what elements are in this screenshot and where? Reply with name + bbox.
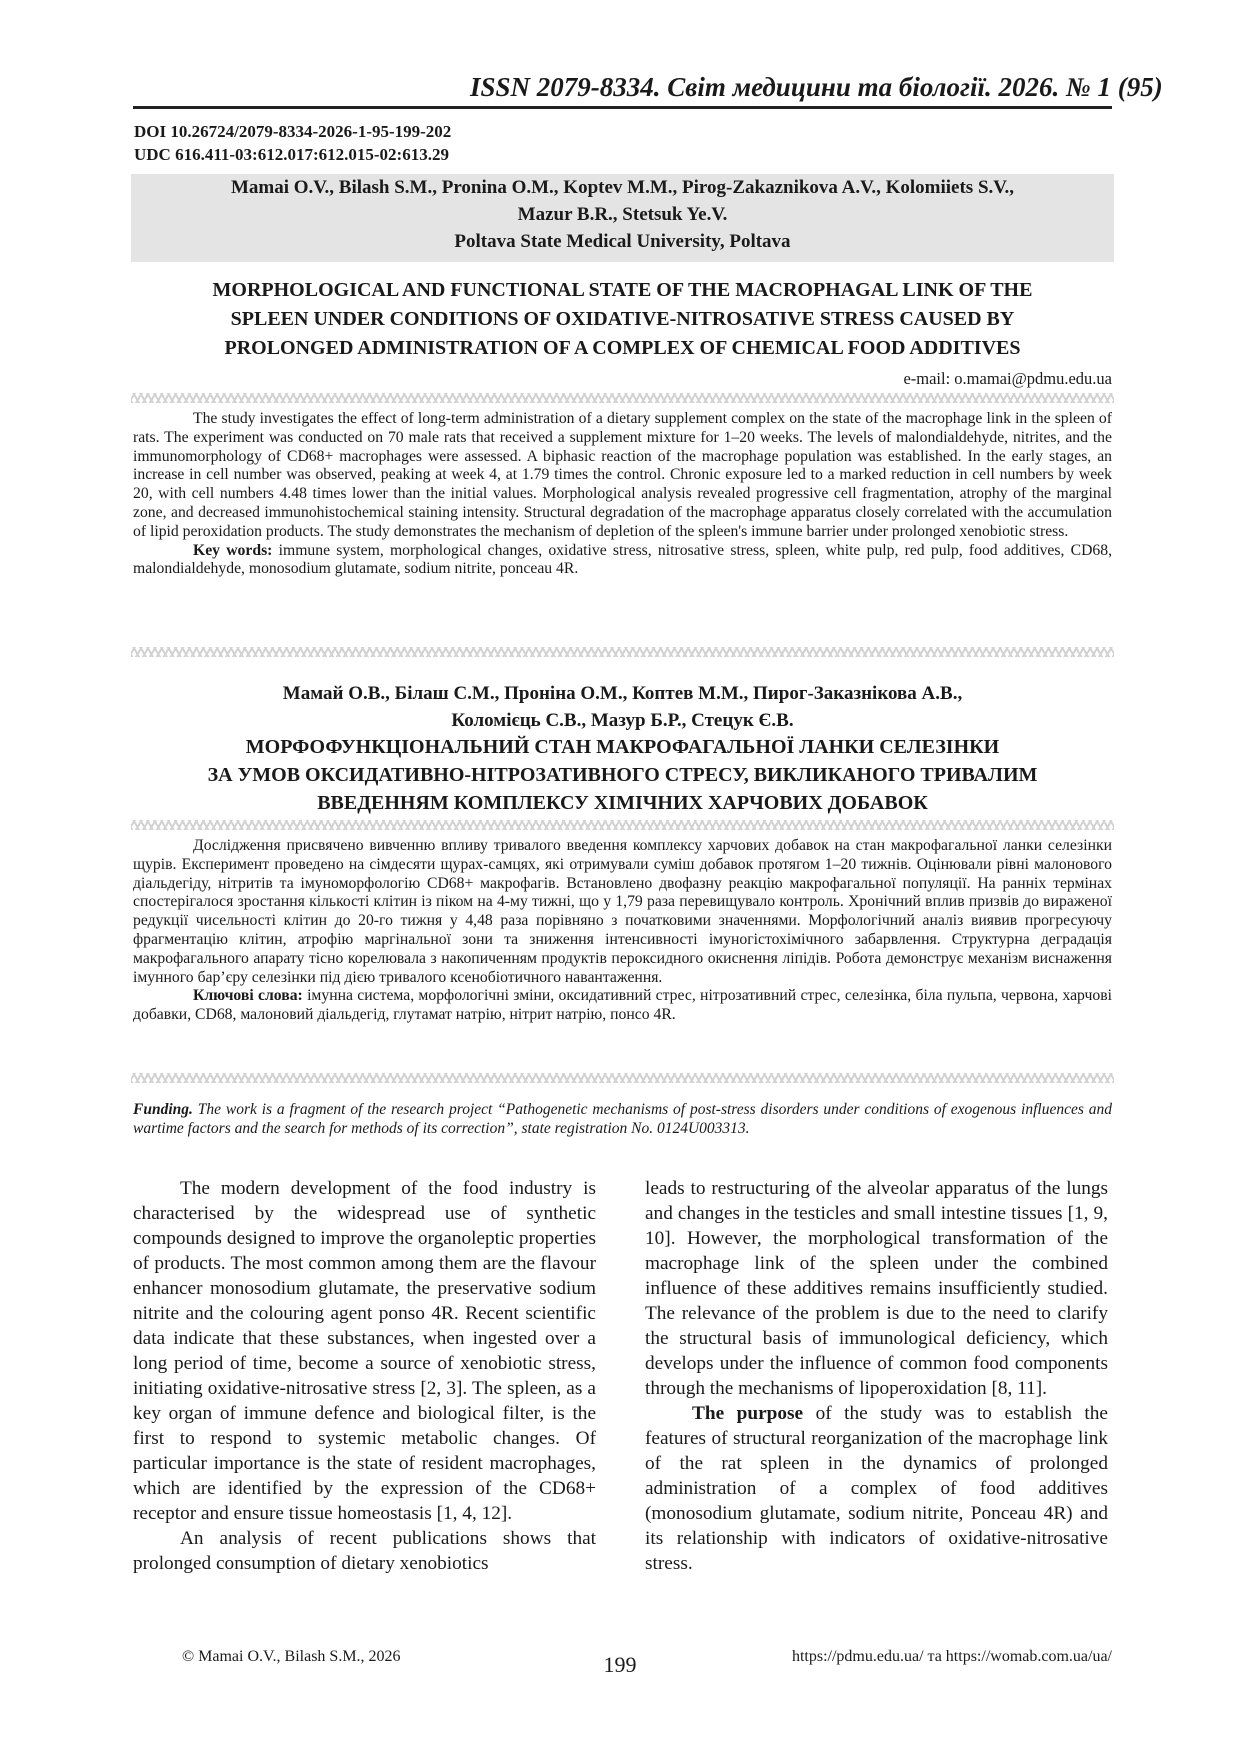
authors-en-box: [131, 174, 1114, 262]
body-column-right: [645, 1176, 1108, 1576]
title-en-line3: PROLONGED ADMINISTRATION OF A COMPLEX OF CHEMICAL FOOD ADDITIVES: [224, 337, 1021, 359]
abstract-uk-text: Дослідження присвячено вивченню впливу тривалого введення комплексу харчових добавок на стан макрофагальної ланки селезінки щурів. Експеримент проведено на сімдесяти щурах-самцях, які отримували суміш добавок протягом 1–20 тижнів. Оцінювали рівні малонового діальдегіду, нітритів та імуноморфологію CD68+ макрофагів. Встановлено двофазну реакцію макрофагальної популяції. На ранніх термінах спостерігалося зростання кількості клітин із піком на 4-му тижні, що у 1,79 раза перевищувало контроль. Хронічний вплив призвів до вираженої редукції чисельності клітин до 20-го тижня у 4,48 раза порівняно з початковими значеннями. Морфологічний аналіз виявив прогресуючу фрагментацію клітин, атрофію маргінальної зони та зниження інтенсивності імуногістохімічного забарвлення. Структурна деградація макрофагального апарату тісно корелювала з накопиченням продуктів пероксидного окиснення ліпідів. Робота демонструє механізм виснаження імунного бар’єру селезінки під дією тривалого ксенобіотичного навантаження.: [133, 837, 1112, 986]
affiliation: Poltava State Medical University, Poltava: [454, 231, 791, 252]
doi: DOI 10.26724/2079-8334-2026-1-95-199-202: [134, 122, 452, 141]
keywords-uk-label: Ключові слова:: [193, 987, 303, 1005]
wave-divider: [131, 1073, 1114, 1083]
keywords-en-label: Key words:: [193, 541, 273, 559]
title-uk-line3: ВВЕДЕННЯМ КОМПЛЕКСУ ХІМІЧНИХ ХАРЧОВИХ ДОБАВОК: [317, 792, 928, 814]
title-en-line1: MORPHOLOGICAL AND FUNCTIONAL STATE OF THE MACROPHAGAL LINK OF THE: [212, 279, 1033, 301]
abstract-en-text: The study investigates the effect of long-term administration of a dietary supplement complex on the state of the macrophage link in the spleen of rats. The experiment was conducted on 70 male rats that received a supplement mixture for 1–20 weeks. The levels of malondialdehyde, nitrites, and the immunomorphology of CD68+ macrophages were assessed. A biphasic reaction of the macrophage population was established. In the early stages, an increase in cell number was observed, peaking at week 4, at 1.79 times the control. Chronic exposure led to a marked reduction in cell numbers by week 20, with cell numbers 4.48 times lower than the initial values. Morphological analysis revealed progressive cell fragmentation, atrophy of the marginal zone, and decreased immunohistochemical staining intensity. Structural degradation of the macrophage apparatus closely correlated with the accumulation of lipid peroxidation products. The study demonstrates the mechanism of depletion of the spleen's immune barrier under prolonged xenobiotic stress.: [133, 410, 1112, 540]
title-uk: [131, 733, 1114, 817]
title-en-line2: SPLEEN UNDER CONDITIONS OF OXIDATIVE-NITROSATIVE STRESS CAUSED BY: [230, 308, 1015, 330]
authors-en-line2: Mazur B.R., Stetsuk Ye.V.: [517, 204, 728, 225]
copyright: © Mamai O.V., Bilash S.M., 2026: [182, 1648, 401, 1665]
abstract-uk: [133, 837, 1112, 1025]
email: e-mail: o.mamai@pdmu.edu.ua: [903, 369, 1112, 388]
funding-label: Funding.: [133, 1101, 193, 1118]
abstract-en: [133, 410, 1112, 579]
udc: UDC 616.411-03:612.017:612.015-02:613.29: [134, 145, 449, 164]
wave-divider: [131, 820, 1114, 830]
page-number: 199: [603, 1652, 637, 1677]
body-left-p2: An analysis of recent publications shows that prolonged consumption of dietary xenobiotics: [133, 1528, 596, 1574]
purpose-label: The purpose: [692, 1403, 804, 1424]
keywords-en: immune system, morphological changes, oxidative stress, nitrosative stress, spleen, white pulp, red pulp, food additives, CD68, malondialdehyde, monosodium glutamate, sodium nitrite, ponceau 4R.: [133, 541, 1113, 578]
wave-divider: [131, 393, 1114, 403]
identifiers: [134, 120, 451, 166]
body-left-p1: The modern development of the food industry is characterised by the widespread use of synthetic compounds designed to improve the organoleptic properties of products. The most common among them are the flavour enhancer monosodium glutamate, the preservative sodium nitrite and the colouring agent ponso 4R. Recent scientific data indicate that these substances, when ingested over a long period of time, become a source of xenobiotic stress, initiating oxidative-nitrosative stress [2, 3]. The spleen, as a key organ of immune defence and biological filter, is the first to respond to systemic metabolic changes. Of particular importance is the state of resident macrophages, which are identified by the expression of the CD68+ receptor and ensure tissue homeostasis [1, 4, 12].: [133, 1178, 596, 1524]
body-right-p1: leads to restructuring of the alveolar apparatus of the lungs and changes in the testicles and small intestine tissues [1, 9, 10]. However, the morphological transformation of the macrophage link of the spleen under the combined influence of these additives remains insufficiently studied. The relevance of the problem is due to the need to clarify the structural basis of immunological deficiency, which develops under the influence of common food components through the mechanisms of lipoperoxidation [8, 11].: [645, 1178, 1108, 1399]
journal-header: ISSN 2079-8334. Світ медицини та біології. 2026. № 1 (95): [470, 72, 1163, 102]
authors-en-line1: Mamai O.V., Bilash S.M., Pronina O.M., Koptev M.M., Pirog-Zakaznikova A.V., Kolomiiets S.V.,: [230, 177, 1015, 198]
title-en: [131, 276, 1114, 363]
body-column-left: [133, 1176, 596, 1576]
authors-uk-line2: Коломієць С.В., Мазур Б.Р., Стецук Є.В.: [451, 710, 794, 731]
authors-uk: [131, 680, 1114, 734]
keywords-uk: імунна система, морфологічні зміни, оксидативний стрес, нітрозативний стрес, селезінка, біла пульпа, червона, харчові добавки, CD68, малоновий діальдегід, глутамат натрію, нітрит натрію, понсо 4R.: [133, 987, 1113, 1024]
funding: [133, 1100, 1112, 1138]
purpose-text: of the study was to establish the features of structural reorganization of the macrophage link of the rat spleen in the dynamics of prolonged administration of a complex of food additives (monosodium glutamate, sodium nitrite, Ponceau 4R) and its relationship with indicators of oxidative-nitrosative stress.: [645, 1403, 1108, 1574]
footer-links: https://pdmu.edu.ua/ та https://womab.com.ua/ua/: [791, 1648, 1112, 1665]
title-uk-line2: ЗА УМОВ ОКСИДАТИВНО-НІТРОЗАТИВНОГО СТРЕСУ, ВИКЛИКАНОГО ТРИВАЛИМ: [207, 764, 1038, 786]
title-uk-line1: МОРФОФУНКЦІОНАЛЬНИЙ СТАН МАКРОФАГАЛЬНОЇ ЛАНКИ СЕЛЕЗІНКИ: [245, 736, 1000, 758]
authors-uk-line1: Мамай О.В., Білаш С.М., Проніна О.М., Коптев М.М., Пирог-Заказнікова А.В.,: [282, 683, 963, 704]
header-rule: [133, 106, 1112, 109]
wave-divider: [131, 647, 1114, 657]
funding-text: The work is a fragment of the research project “Pathogenetic mechanisms of post-stress disorders under conditions of exogenous influences and wartime factors and the search for methods of its correction”, state registration No. 0124U003313.: [133, 1101, 1112, 1137]
